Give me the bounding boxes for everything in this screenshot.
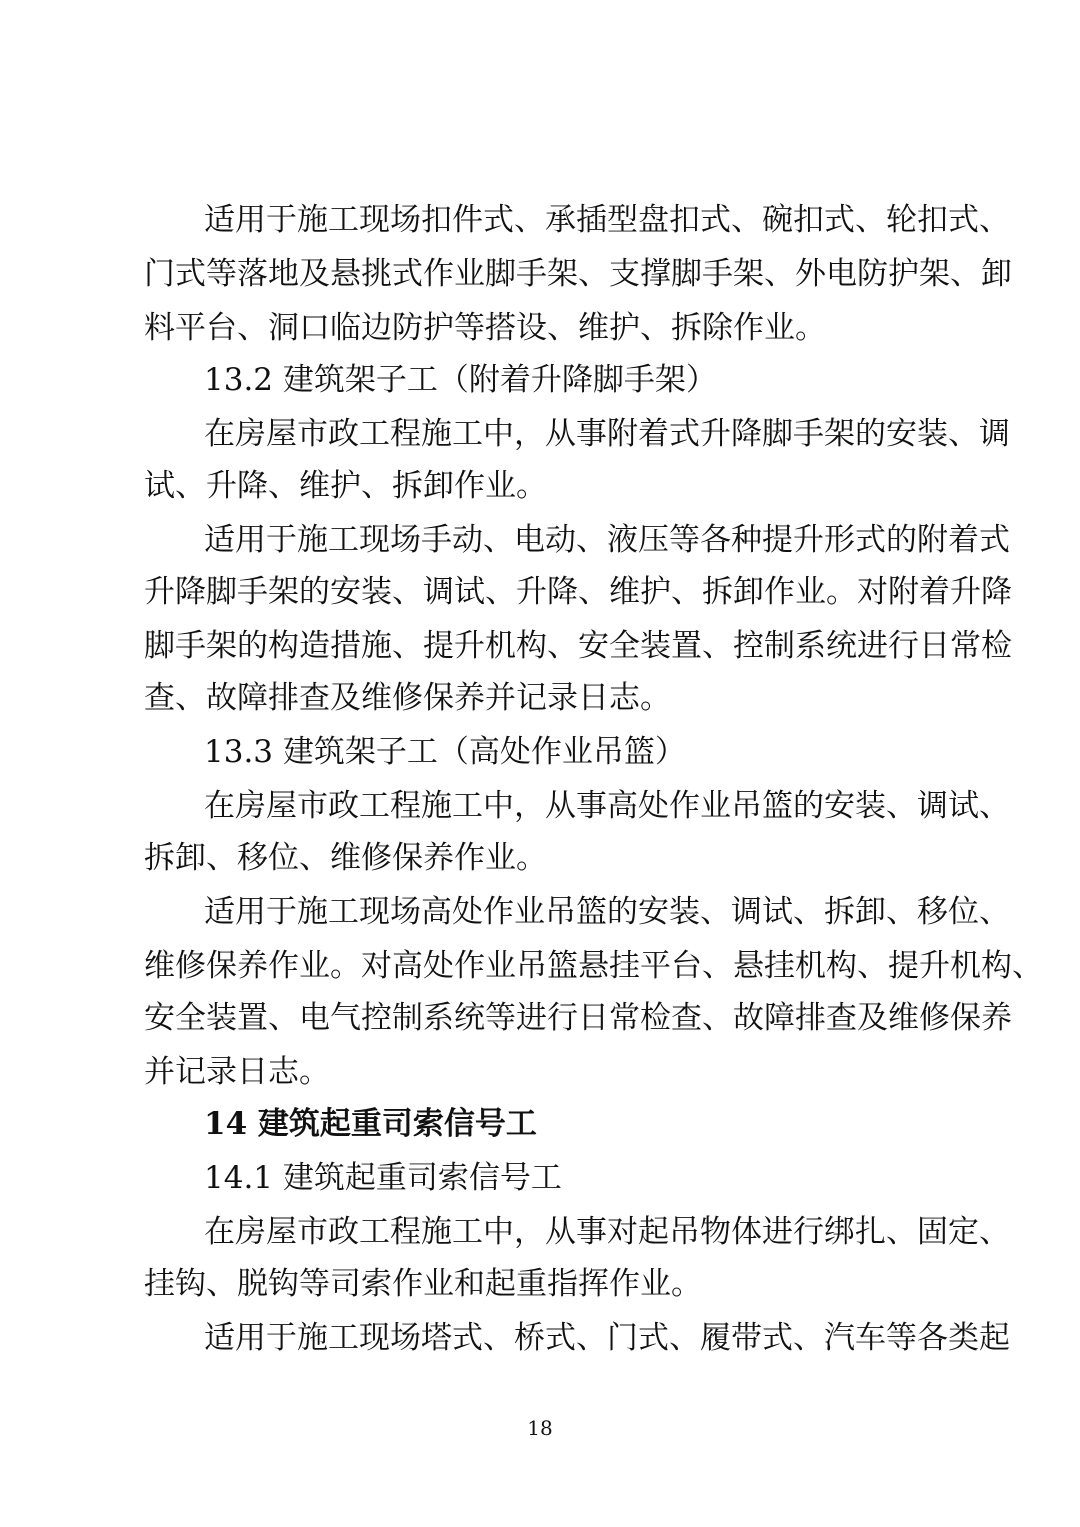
text-line: 料平台、洞口临边防护等搭设、维护、拆除作业。 (144, 310, 826, 346)
section-heading: 14.1 建筑起重司索信号工 (204, 1160, 562, 1196)
section-heading: 13.2 建筑架子工（附着升降脚手架） (204, 362, 717, 398)
text-line: 适用于施工现场手动、电动、液压等各种提升形式的附着式 (204, 522, 1010, 558)
text-line: 脚手架的构造措施、提升机构、安全装置、控制系统进行日常检 (144, 628, 1012, 664)
text-line: 在房屋市政工程施工中，从事高处作业吊篮的安装、调试、 (204, 788, 1010, 824)
page-number: 18 (527, 1416, 553, 1440)
text-line: 试、升降、维护、拆卸作业。 (144, 468, 547, 504)
text-line: 门式等落地及悬挑式作业脚手架、支撑脚手架、外电防护架、卸 (144, 256, 1012, 292)
text-line: 在房屋市政工程施工中，从事对起吊物体进行绑扎、固定、 (204, 1214, 1010, 1250)
text-line: 升降脚手架的安装、调试、升降、维护、拆卸作业。对附着升降 (144, 574, 1012, 610)
section-heading: 13.3 建筑架子工（高处作业吊篮） (204, 734, 686, 770)
chapter-heading: 14 建筑起重司索信号工 (204, 1106, 537, 1142)
text-line: 适用于施工现场扣件式、承插型盘扣式、碗扣式、轮扣式、 (204, 202, 1010, 238)
text-line: 适用于施工现场高处作业吊篮的安装、调试、拆卸、移位、 (204, 894, 1010, 930)
text-line: 在房屋市政工程施工中，从事附着式升降脚手架的安装、调 (204, 416, 1010, 452)
text-line: 维修保养作业。对高处作业吊篮悬挂平台、悬挂机构、提升机构、 (144, 948, 1043, 984)
text-line: 安全装置、电气控制系统等进行日常检查、故障排查及维修保养 (144, 1000, 1012, 1036)
text-line: 拆卸、移位、维修保养作业。 (144, 840, 547, 876)
text-line: 挂钩、脱钩等司索作业和起重指挥作业。 (144, 1266, 702, 1302)
text-line: 并记录日志。 (144, 1054, 330, 1090)
text-line: 查、故障排查及维修保养并记录日志。 (144, 680, 671, 716)
text-line: 适用于施工现场塔式、桥式、门式、履带式、汽车等各类起 (204, 1320, 1010, 1356)
